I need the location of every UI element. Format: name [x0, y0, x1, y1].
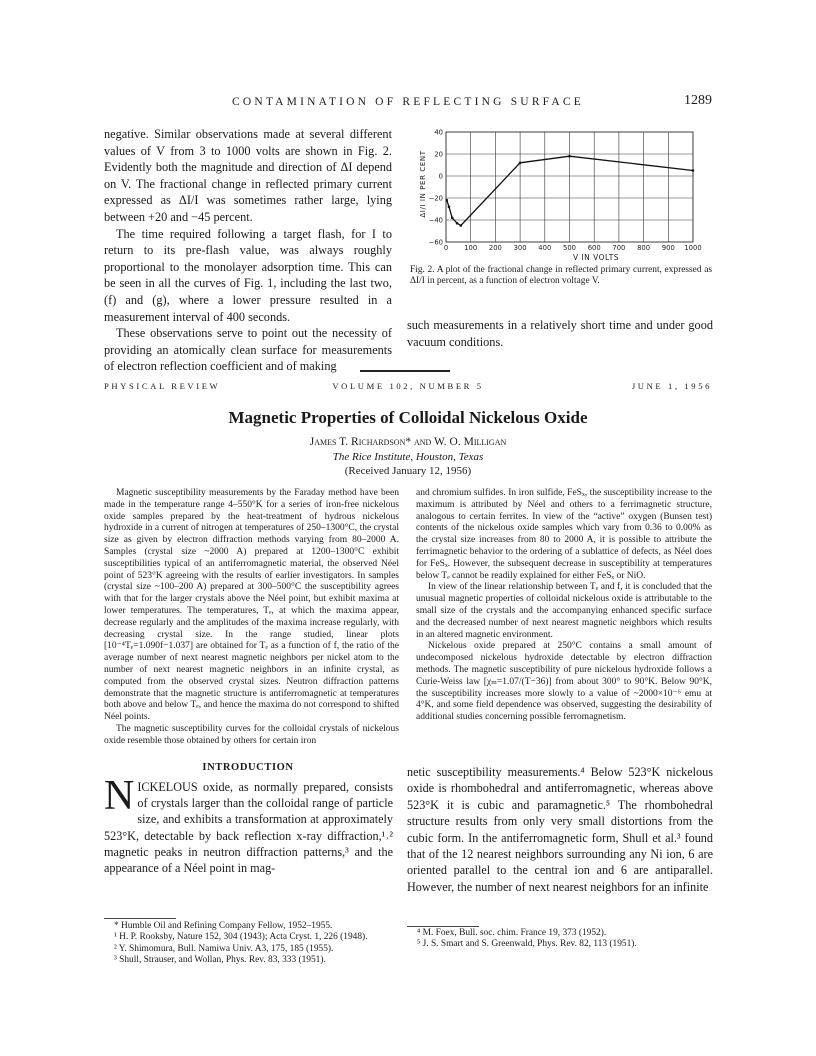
introduction-left-column [104, 773, 393, 876]
figure-caption: Fig. 2. A plot of the fractional change in reflected primary current, expressed as ΔI/I in percent, as a function of electron voltage V. [410, 265, 712, 287]
abstract-paragraph-1: Magnetic susceptibility measurements by the Faraday method have been made in the temperature range 4–550°K for a series of iron-free nickelous oxide samples prepared by the heat-treatment of hydrous nickelous hydroxide in a current of nitrogen at temperatures of 250–1300°C, the crystal size as given by electron diffraction methods varying from 80–2000 A. Samples (crystal size ~2000 A) prepared at 1200–1300°C exhibit susceptibilities typical of an antiferromagnetic material, the observed Néel point of 523°K agreeing with the results of earlier investigators. In samples (crystal size ~100–200 A) prepared at 300–500°C the susceptibility agrees with that for the larger crystals above the Néel point, but exhibit maxima at lower temperatures. The temperatures, Tₑ, at which the maxima appear, decrease regularly and the amplitudes of the maxima increase regularly, with decreasing crystal size. In the range studied, linear plots [10⁻⁴Tₑ=1.090f−1.037] are obtained for Tₑ as a function of f, the ratio of the average number of next nearest magnetic neighbors per nickel atom to the number of next nearest magnetic neighbors in an infinite crystal, as computed from the observed crystal sizes. Neutron diffraction patterns demonstrate that the magnetic structure is antiferromagnetic at temperatures both above and below Tₑ, and hence the maxima do not correspond to shifted Néel points. [104, 488, 399, 723]
abstract-paragraph-4: In view of the linear relationship between Tₑ and f, it is concluded that the unusual magnetic properties of colloidal nickelous oxide is attributable to the small size of the crystals and the accompanying enhanced specific surface and the decreased number of next nearest magnetic neighbors which results in an altered magnetic environment. [416, 582, 712, 640]
previous-paragraph-2: The time required following a target flash, for I to return to its pre-flash value, was always roughly proportional to the monolayer adsorption time. This can be seen in all the curves of Fig. 1, including the last two, (f) and (g), where a lower pressure resulted in a measurement interval of 400 seconds. [104, 226, 392, 324]
chart-y-tick-label: −40 [428, 216, 443, 225]
chart-x-tick-label: 1000 [684, 244, 702, 252]
page-number: 1289 [684, 93, 712, 108]
chart-x-tick-label: 0 [443, 244, 449, 252]
abstract-paragraph-2: The magnetic susceptibility curves for the colloidal crystals of nickelous oxide resemble those obtained by others for certain iron [104, 723, 399, 746]
footnotes-left [104, 921, 393, 966]
abstract-left-column [104, 488, 399, 748]
abstract-paragraph-5: Nickelous oxide prepared at 250°C contains a small amount of undecomposed nickelous hydroxide detectable by electron diffraction methods. The magnetic susceptibility of pure nickelous hydroxide follows a Curie-Weiss law [χₘ=1.07/(T−36)] from about 300° to 90°K. Below 90°K, the susceptibility increases more slowly to a value of ~2000×10⁻⁶ emu at 4°K, and some field dependence was observed, suggesting the desirability of additional studies concerning possible ferromagnetism. [416, 641, 712, 723]
footnote-rule-right [407, 926, 479, 927]
footnote-item: ⁴ M. Foex, Bull. soc. chim. France 19, 373 (1952). [417, 928, 607, 938]
chart-data-point [692, 169, 695, 172]
journal-name: PHYSICAL REVIEW [104, 381, 221, 391]
fig2-chart [408, 124, 713, 264]
chart-y-tick-label: 20 [434, 150, 443, 159]
chart-ticks [429, 129, 702, 253]
previous-paragraph-3: These observations serve to point out the necessity of providing an atomically clean surface for measurements of electron reflection coefficient and of making [104, 326, 392, 374]
article-authors: James T. Richardson* and W. O. Milligan [309, 436, 507, 448]
chart-x-tick-label: 400 [538, 244, 552, 252]
journal-volume: VOLUME 102, NUMBER 5 [332, 381, 484, 391]
footnotes-right [407, 928, 713, 951]
chart-y-tick-label: −60 [428, 238, 443, 247]
footnote-item: ⁵ J. S. Smart and S. Greenwald, Phys. Rev. 82, 113 (1951). [417, 939, 637, 950]
chart-x-tick-label: 300 [513, 244, 527, 252]
abstract-paragraph-3: and chromium sulfides. In iron sulfide, FeSₓ, the susceptibility increase to the maximum is attributed by Néel and others to a ferrimagnetic structure, analogous to certain ferrites. In view of the “active” oxygen (Bunsen test) contents of the nickelous oxide samples which vary from 0.36 to 0.00% as the crystal size increases from 80 to 2000 A, it is possible to attribute the ferrimagnetic behavior to the ordering of a sublattice of defects, as Néel does for FeSₓ. However, the subsequent decrease in susceptibility at temperatures below Tₑ cannot be readily explained for either FeSₓ or NiO. [416, 488, 712, 581]
drop-cap: N [104, 773, 135, 819]
chart-series [445, 155, 694, 227]
chart-x-tick-label: 600 [587, 244, 601, 252]
footnote-item: ³ Shull, Strauser, and Wollan, Phys. Rev. 83, 333 (1951). [114, 954, 326, 965]
chart-data-point [448, 206, 451, 209]
section-heading-introduction: INTRODUCTION [202, 762, 294, 773]
chart-x-tick-label: 800 [637, 244, 651, 252]
previous-article-left-column [104, 126, 392, 375]
chart-x-tick-label: 200 [488, 244, 502, 252]
footnote-item: ² Y. Shimomura, Bull. Namiwa Univ. A3, 175, 185 (1955). [114, 943, 334, 954]
chart-data-point [519, 162, 522, 165]
chart-x-tick-label: 100 [464, 244, 478, 252]
footnote-item: ¹ H. P. Rooksby, Nature 152, 304 (1943); Acta Cryst. 1, 226 (1948). [114, 932, 368, 943]
running-head: CONTAMINATION OF REFLECTING SURFACE [231, 96, 585, 108]
introduction-right-column: netic susceptibility measurements.⁴ Below 523°K nickelous oxide is rhombohedral and antiferromagnetic, whereas above 523°K it is cubic and paramagnetic.⁵ The rhombohedral structure results from only very small distortions from the cubic form. In the antiferromagnetic form, Shull et al.³ found that of the 12 nearest neighbors surrounding any Ni ion, 6 are oriented parallel to the central ion and 6 are antiparallel. However, the number of next nearest neighbors for an infinite [407, 765, 713, 894]
footnote-item: * Humble Oil and Refining Company Fellow, 1952–1955. [114, 921, 333, 931]
article-separator [360, 370, 450, 372]
previous-right-paragraph: such measurements in a relatively short time and under good vacuum conditions. [407, 318, 713, 349]
chart-x-tick-label: 700 [612, 244, 626, 252]
chart-grid [446, 132, 693, 242]
article-title: Magnetic Properties of Colloidal Nickelous Oxide [228, 408, 588, 427]
chart-data-point [456, 222, 459, 225]
introduction-left-text: ICKELOUS oxide, as normally prepared, consists of crystals larger than the colloidal range of particle size, and exhibits a transformation at approximately 523°K, detectable by back reflection x-ray diffraction,¹˒² magnetic peaks in neutron diffraction patterns,³ and the appearance of a Néel point in mag- [104, 780, 393, 876]
previous-paragraph-1: negative. Similar observations made at several different values of V from 3 to 1000 volts are shown in Fig. 2. Evidently both the magnitude and direction of ΔI depend on V. The fractional change in reflected primary current expressed as ΔI/I was sometimes rather large, lying between +20 and −45 percent. [104, 127, 392, 224]
journal-date: JUNE 1, 1956 [631, 381, 712, 391]
article-institution: The Rice Institute, Houston, Texas [332, 451, 484, 463]
chart-x-tick-label: 900 [661, 244, 675, 252]
previous-article-right-column [407, 317, 713, 350]
chart-y-tick-label: 0 [438, 172, 443, 181]
chart-series-line [447, 156, 693, 225]
chart-data-point [445, 199, 448, 202]
chart-data-point [568, 155, 571, 158]
footnote-rule-left [104, 918, 176, 919]
chart-data-point [451, 217, 454, 220]
chart-x-tick-label: 500 [563, 244, 576, 252]
chart-y-tick-label: 40 [434, 128, 443, 137]
chart-data-point [460, 224, 463, 227]
chart-x-axis-label: V IN VOLTS [572, 253, 620, 262]
abstract-right-column [416, 488, 712, 724]
chart-y-axis-label: ΔI/I IN PER CENT [419, 150, 427, 218]
received-date: (Received January 12, 1956) [344, 465, 472, 477]
chart-y-tick-label: −20 [428, 194, 443, 203]
